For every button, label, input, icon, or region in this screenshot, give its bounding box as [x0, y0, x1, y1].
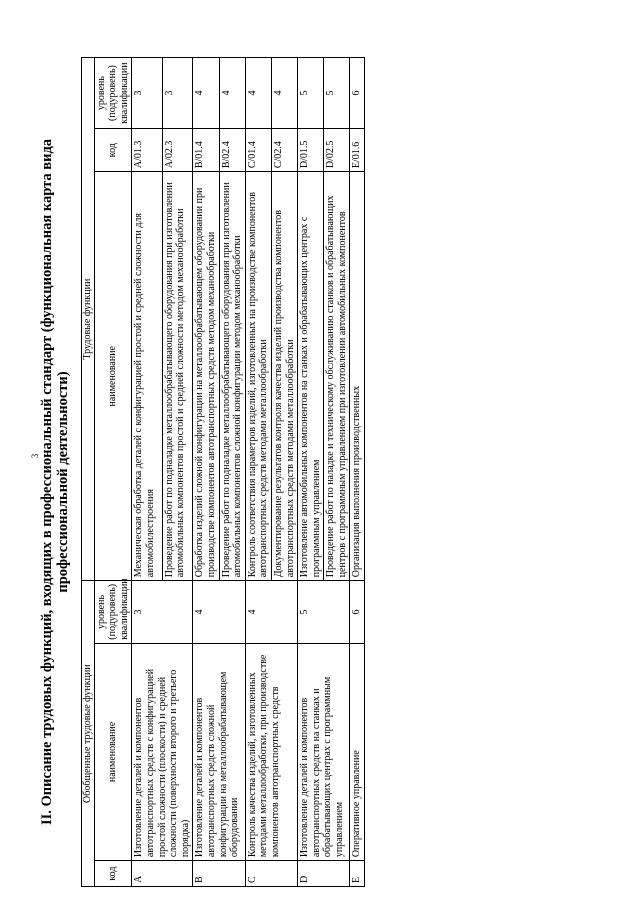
page-number: 3 — [30, 453, 40, 459]
gf-code: D — [298, 861, 350, 887]
table-row — [350, 58, 365, 887]
header-gf-code: код — [94, 861, 132, 887]
gf-name: Изготовление деталей и компонентов автотранспортных средств сложной конфигурации на металлообрабатывающем оборудовании — [193, 643, 245, 860]
tf-name: Проведение работ по подналадке металлообрабатывающего оборудования при изготовлении автомобильных компонентов сложной конфигурации методом механообработки — [219, 172, 245, 581]
tf-code: B/02.4 — [219, 129, 245, 172]
tf-name: Обработка изделий сложной конфигурации на металлообрабатывающем оборудовании при производстве компонентов автотранспортных средств методом механообработки — [193, 172, 219, 581]
header-tf-code: код — [94, 129, 132, 172]
gf-code: C — [245, 861, 297, 887]
header-generalized: Обобщенные трудовые функции — [82, 581, 95, 887]
tf-code: D/02.5 — [324, 129, 350, 172]
tf-level: 4 — [219, 58, 245, 129]
tf-name: Контроль соответствия параметров изделий, изготовленных на производстве компонентов автотранспортных средств методами металлообработки — [245, 172, 271, 581]
tf-name: Проведение работ по наладке и техническому обслуживанию станков и обрабатывающих центров с программным управлением при изготовлении автомобильных компонентов — [324, 172, 350, 581]
tf-level: 4 — [271, 58, 297, 129]
gf-level: 5 — [298, 581, 350, 643]
tf-name: Изготовление автомобильных компонентов на станках и обрабатывающих центрах с программным управлением — [298, 172, 324, 581]
section-title-line1: II. Описание трудовых функций, входящих в профессиональный стандарт (функциональная карта вида — [39, 138, 55, 826]
header-gf-name: наименование — [94, 643, 132, 860]
gf-code: B — [193, 861, 245, 887]
tf-code: E/01.6 — [350, 129, 365, 172]
table-row — [193, 58, 219, 887]
tf-code: B/01.4 — [193, 129, 219, 172]
gf-name: Контроль качества изделий, изготовленных методами металлообработки, при производстве компонентов автотранспортных средств — [245, 643, 297, 860]
gf-name: Изготовление деталей и компонентов автотранспортных средств на станках и обрабатывающих центрах с программным управлением — [298, 643, 350, 860]
header-tf-name: наименование — [94, 172, 132, 581]
gf-level: 3 — [132, 581, 193, 643]
table-row — [298, 58, 324, 887]
table-row — [132, 58, 162, 887]
header-tf-level: уровень (подуровень) квалификации — [94, 58, 132, 129]
gf-name: Оперативное управление — [350, 643, 365, 860]
header-group-row — [82, 58, 95, 887]
tf-level: 4 — [245, 58, 271, 129]
table-row — [245, 58, 271, 887]
gf-name: Изготовление деталей и компонентов автотранспортных средств с конфигурацией простой сложности (плоскости) и средней сложности (поверхности второго и третьего порядка) — [132, 643, 193, 860]
tf-name: Документирование результатов контроля качества изделий производства компонентов автотранспортных средств методами металлообработки — [271, 172, 297, 581]
tf-name: Организация выполнения производственных — [350, 172, 365, 581]
tf-level: 3 — [162, 58, 192, 129]
tf-code: A/02.3 — [162, 129, 192, 172]
tf-code: A/01.3 — [132, 129, 162, 172]
gf-code: A — [132, 861, 193, 887]
tf-level: 6 — [350, 58, 365, 129]
header-column-row — [94, 58, 132, 887]
tf-level: 3 — [132, 58, 162, 129]
gf-level: 4 — [245, 581, 297, 643]
gf-code: E — [350, 861, 365, 887]
tf-code: C/01.4 — [245, 129, 271, 172]
functional-map-table — [81, 57, 365, 887]
tf-name: Механическая обработка деталей с конфигурацией простой и средней сложности для автомобилестроения — [132, 172, 162, 581]
tf-name: Проведение работ по подналадке металлообрабатывающего оборудования при изготовлении автомобильных компонентов простой и средней сложности методом механообработки — [162, 172, 192, 581]
tf-level: 5 — [298, 58, 324, 129]
header-gf-level: уровень (подуровень) квалификации — [94, 581, 132, 643]
section-title — [39, 47, 71, 917]
header-labor: Трудовые функции — [82, 58, 95, 581]
tf-code: C/02.4 — [271, 129, 297, 172]
gf-level: 6 — [350, 581, 365, 643]
rotated-page — [37, 47, 637, 917]
gf-level: 4 — [193, 581, 245, 643]
section-title-line2: профессиональной деятельности) — [55, 371, 71, 593]
tf-level: 4 — [193, 58, 219, 129]
tf-level: 5 — [324, 58, 350, 129]
tf-code: D/01.5 — [298, 129, 324, 172]
